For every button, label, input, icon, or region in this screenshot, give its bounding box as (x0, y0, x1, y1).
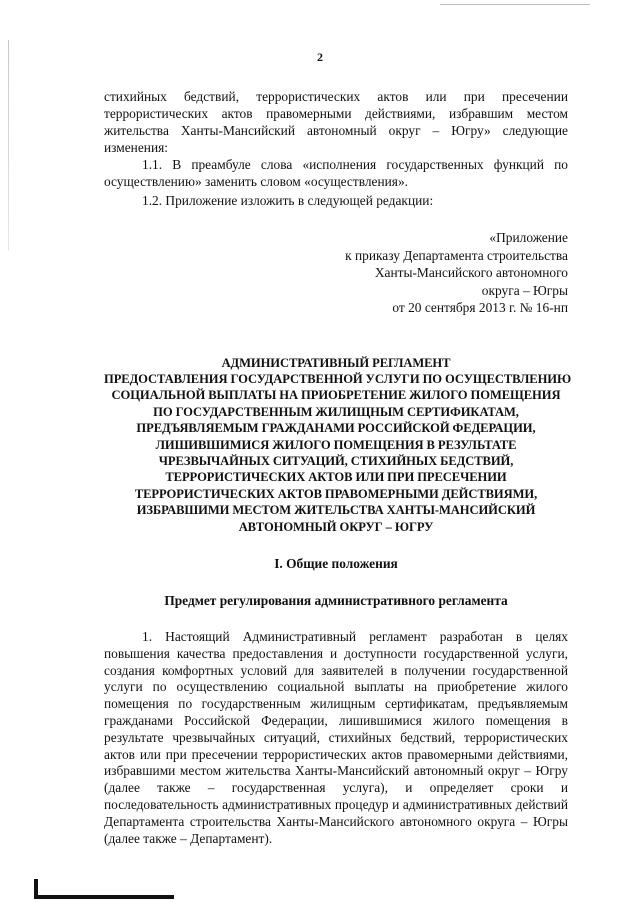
scan-corner-artifact (34, 879, 38, 899)
title-line: ПРЕДОСТАВЛЕНИЯ ГОСУДАРСТВЕННОЙ УСЛУГИ ПО ОСУЩЕСТВЛЕНИЮ (104, 371, 572, 386)
title-line: АДМИНИСТРАТИВНЫЙ РЕГЛАМЕНТ (221, 355, 451, 370)
title-line: ПО ГОСУДАРСТВЕННЫМ ЖИЛИЩНЫМ СЕРТИФИКАТАМ, (153, 404, 519, 419)
paragraph-1: 1. Настоящий Административный регламент разработан в целях повышения качества предоставления и доступности государственной услуги, создания комфортных условий для заявителей в получении государственной услуги по осуществлению социальной выплаты на приобретение жилого помещения по государственным жилищным сертификатам, предъявляемым гражданами Российской Федерации, лишившимися жилого помещения в результате чрезвычайных ситуаций, стихийных бедствий, террористических актов или при пресечении террористических актов правомерными действиями, избравшими местом жительства Ханты-Мансийский автономный округ – Югру (далее также – государственная услуга), и определяет сроки и последовательность административных процедур и административных действий Департамента строительства Ханты-Мансийского автономного округа – Югры (далее также – Департамент). (104, 628, 568, 846)
intro-paragraph: стихийных бедствий, террористических актов или при пресечении террористических актов правомерными действиями, избравшим местом жительства Ханты-Мансийский автономный округ – Югру» следующие изменения: (104, 89, 568, 155)
title-line: СОЦИАЛЬНОЙ ВЫПЛАТЫ НА ПРИОБРЕТЕНИЕ ЖИЛОГО ПОМЕЩЕНИЯ (111, 388, 561, 403)
appendix-reference (104, 229, 568, 317)
item-1-1: 1.1. В преамбуле слова «исполнения государственных функций по осуществлению» заменить словом «осуществления». (104, 157, 568, 189)
scan-bottom-edge-artifact (34, 895, 174, 899)
title-line: ТЕРРОРИСТИЧЕСКИХ АКТОВ ИЛИ ПРИ ПРЕСЕЧЕНИИ (165, 470, 507, 485)
title-line: АВТОНОМНЫЙ ОКРУГ – ЮГРУ (238, 519, 434, 534)
document-body (104, 88, 572, 847)
subsection-heading: Предмет регулирования административного регламента (164, 592, 508, 608)
section-heading: I. Общие положения (274, 555, 398, 571)
document-title (104, 355, 572, 535)
appendix-line: Ханты-Мансийского автономного (374, 265, 568, 280)
appendix-line: от 20 сентября 2013 г. № 16-нп (392, 300, 568, 315)
appendix-line: округа – Югры (481, 282, 568, 298)
title-line: ЛИШИВШИМИСЯ ЖИЛОГО ПОМЕЩЕНИЯ В РЕЗУЛЬТАТЕ (155, 437, 517, 452)
item-1-2: 1.2. Приложение изложить в следующей редакции: (142, 193, 434, 208)
title-line: ПРЕДЪЯВЛЯЕМЫМ ГРАЖДАНАМИ РОССИЙСКОЙ ФЕДЕРАЦИИ, (136, 421, 536, 436)
page-number: 2 (317, 50, 323, 64)
scan-margin-artifact (8, 40, 9, 250)
title-line: ТЕРРОРИСТИЧЕСКИХ АКТОВ ПРАВОМЕРНЫМИ ДЕЙСТВИЯМИ, (134, 486, 538, 501)
title-line: ИЗБРАВШИМИ МЕСТОМ ЖИТЕЛЬСТВА ХАНТЫ-МАНСИЙСКИЙ (136, 503, 536, 518)
appendix-line: к приказу Департамента строительства (345, 247, 568, 263)
scan-top-edge-artifact (440, 4, 590, 5)
title-line: ЧРЕЗВЫЧАЙНЫХ СИТУАЦИЙ, СТИХИЙНЫХ БЕДСТВИЙ, (158, 453, 514, 468)
appendix-line: «Приложение (489, 230, 568, 245)
